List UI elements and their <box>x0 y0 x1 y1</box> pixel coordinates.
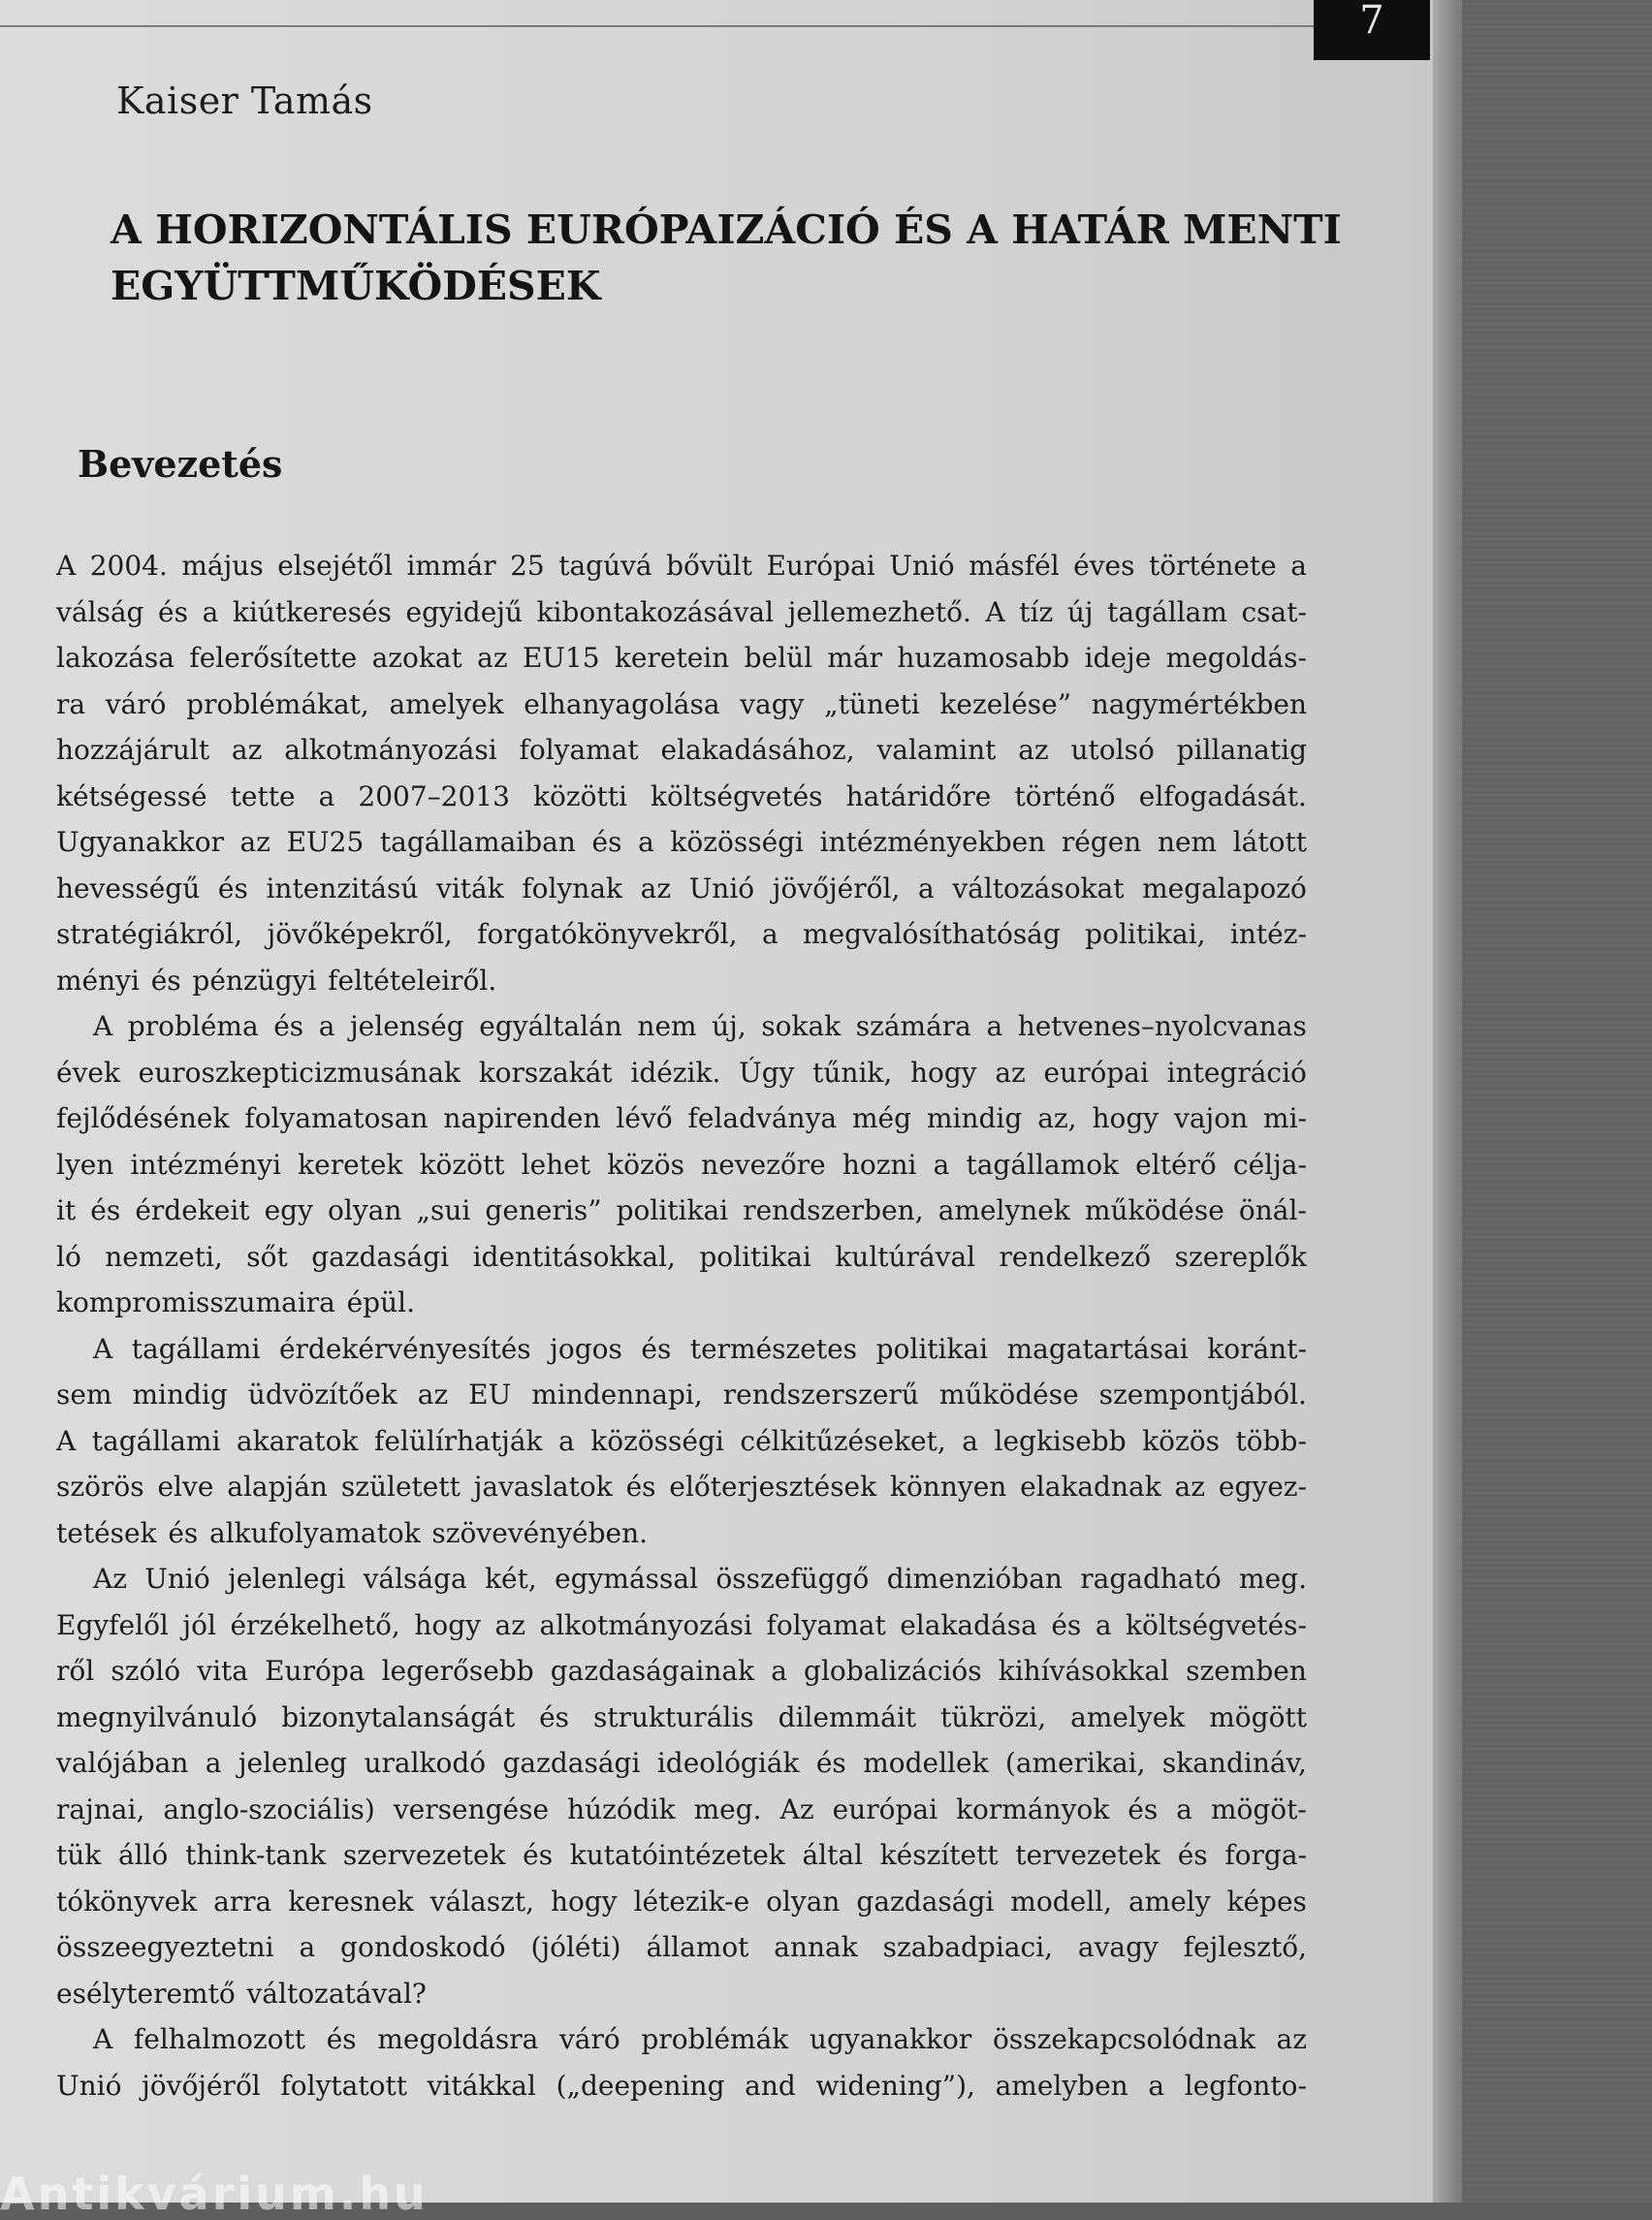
background-surface <box>1462 0 1652 2203</box>
body-line: lakozása felerősítette azokat az EU15 keretein belül már huzamosabb ideje megoldás- <box>56 642 1307 674</box>
body-line: sem mindig üdvözítőek az EU mindennapi, rendszerszerű működése szempontjából. <box>56 1379 1307 1411</box>
body-line: A felhalmozott és megoldásra váró problémák ugyanakkor összekapcsolódnak az <box>93 2023 1307 2055</box>
page-number: 7 <box>1314 0 1430 60</box>
body-line: hevességű és intenzitású viták folynak az Unió jövőjéről, a változásokat megalapozó <box>56 872 1307 904</box>
body-line: évek euroszkepticizmusának korszakát idézik. Úgy tűnik, hogy az európai integráció <box>56 1056 1307 1089</box>
title-line: EGYÜTTMŰKÖDÉSEK <box>111 263 601 309</box>
body-line: A tagállami akaratok felülírhatják a közösségi célkitűzéseket, a legkisebb közös több- <box>56 1424 1307 1457</box>
body-line: hozzájárult az alkotmányozási folyamat elakadásához, valamint az utolsó pillanatig <box>56 734 1307 766</box>
page-edge <box>1433 0 1462 2203</box>
body-line: tókönyvek arra keresnek választ, hogy létezik-e olyan gazdasági modell, amely képes <box>56 1885 1307 1918</box>
body-line: valójában a jelenleg uralkodó gazdasági ideológiák és modellek (amerikai, skandináv, <box>56 1747 1307 1779</box>
header-rule <box>0 25 1314 27</box>
body-line: szörös elve alapján született javaslatok és előterjesztések könnyen elakadnak az egyez- <box>56 1471 1307 1503</box>
body-line: rajnai, anglo-szociális) versengése húzódik meg. Az európai kormányok és a mögöt- <box>56 1792 1307 1825</box>
body-line: Egyfelől jól érzékelhető, hogy az alkotmányozási folyamat elakadása és a költségvetés- <box>56 1608 1307 1641</box>
body-line: ről szóló vita Európa legerősebb gazdaságainak a globalizációs kihívásokkal szemben <box>56 1655 1307 1687</box>
body-line: összeegyeztetni a gondoskodó (jóléti) államot annak szabadpiaci, avagy fejlesztő, <box>56 1931 1307 1963</box>
section-heading: Bevezetés <box>78 442 283 486</box>
body-line: stratégiákról, jövőképekről, forgatókönyvekről, a megvalósíthatóság politikai, intéz- <box>56 918 1307 950</box>
body-line: Az Unió jelenlegi válsága két, egymással összefüggő dimenzióban ragadható meg. <box>93 1563 1307 1595</box>
body-line: tük álló think-tank szervezetek és kutatóintézetek által készített tervezetek és forga- <box>56 1839 1307 1871</box>
body-line: ló nemzeti, sőt gazdasági identitásokkal, politikai kultúrával rendelkező szereplők <box>56 1240 1307 1273</box>
body-line: tetések és alkufolyamatok szövevényében. <box>56 1516 649 1549</box>
body-line: kompromisszumaira épül. <box>56 1286 415 1318</box>
body-line: A probléma és a jelenség egyáltalán nem új, sokak számára a hetvenes–nyolcvanas <box>93 1010 1307 1042</box>
body-line: it és érdekeit egy olyan „sui generis” politikai rendszerben, amelynek működése önál- <box>56 1194 1307 1226</box>
body-line: válság és a kiútkeresés egyidejű kibontakozásával jellemezhető. A tíz új tagállam csat- <box>56 595 1307 628</box>
title-line: A HORIZONTÁLIS EURÓPAIZÁCIÓ ÉS A HATÁR MENTI <box>111 206 1342 253</box>
body-line: Unió jövőjéről folytatott vitákkal („deepening and widening”), amelyben a legfonto- <box>56 2069 1307 2102</box>
body-line: fejlődésének folyamatosan napirenden lévő feladványa még mindig az, hogy vajon mi- <box>56 1102 1307 1134</box>
body-line: esélyteremtő változatával? <box>56 1977 427 2010</box>
watermark: Antikvárium.hu <box>0 2168 429 2220</box>
body-line: A 2004. május elsejétől immár 25 tagúvá bővült Európai Unió másfél éves története a <box>56 550 1307 582</box>
author-name: Kaiser Tamás <box>116 79 373 122</box>
article-title <box>111 202 1342 314</box>
body-line: megnyilvánuló bizonytalanságát és strukturális dilemmáit tükrözi, amelyek mögött <box>56 1700 1307 1733</box>
body-line: lyen intézményi keretek között lehet közös nevezőre hozni a tagállamok eltérő célja- <box>56 1148 1307 1181</box>
body-text <box>56 543 1307 2109</box>
body-line: ra váró problémákat, amelyek elhanyagolása vagy „tüneti kezelése” nagymértékben <box>56 687 1307 720</box>
body-line: ményi és pénzügyi feltételeiről. <box>56 964 497 997</box>
body-line: kétségessé tette a 2007–2013 közötti költségvetés határidőre történő elfogadását. <box>56 779 1307 812</box>
body-line: Ugyanakkor az EU25 tagállamaiban és a közösségi intézményekben régen nem látott <box>56 826 1307 858</box>
body-line: A tagállami érdekérvényesítés jogos és természetes politikai magatartásai koránt- <box>93 1332 1307 1365</box>
